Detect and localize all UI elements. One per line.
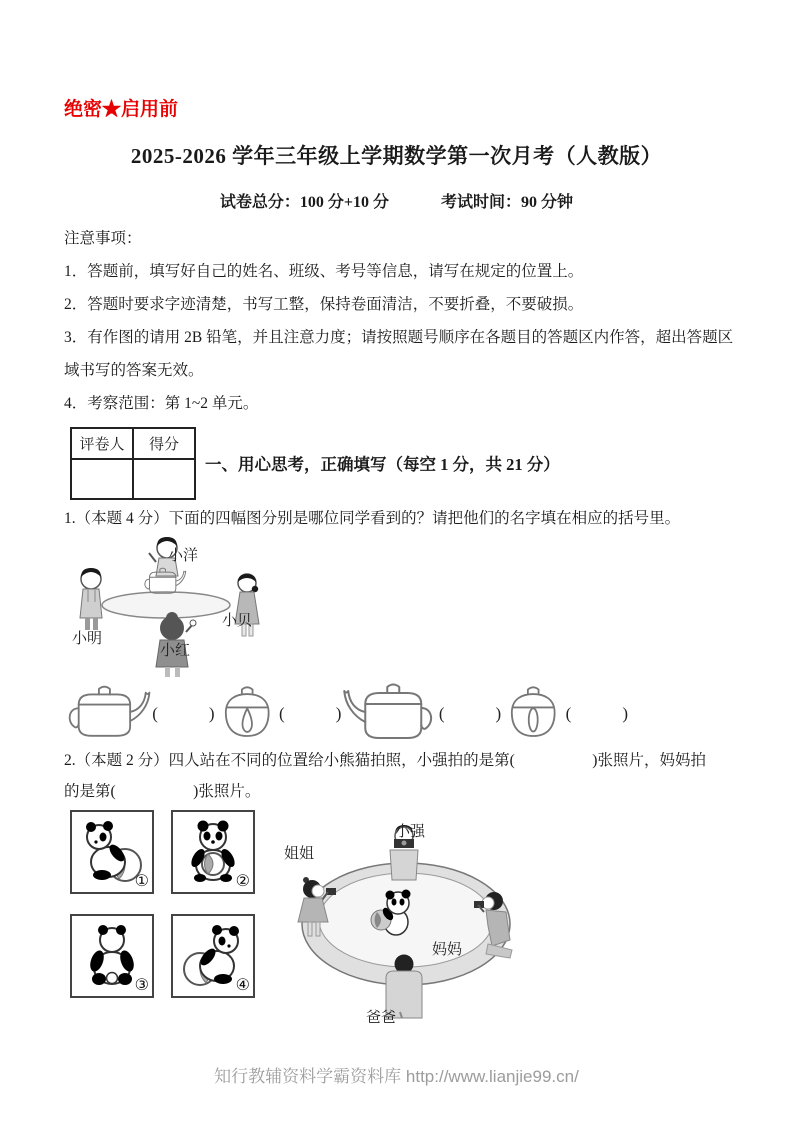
grading-table — [70, 427, 196, 500]
question-1-illustration — [64, 532, 279, 680]
answer-bracket-3: ( ) — [438, 703, 502, 723]
photo-number-3: ③ — [134, 977, 149, 994]
person-name-top: 小强 — [395, 824, 426, 840]
kid-name-right: 小贝 — [222, 613, 253, 629]
teapot-front-handle-icon — [502, 680, 564, 742]
teapot-side-right-icon — [64, 680, 151, 742]
score-blank-cell — [133, 459, 195, 499]
notice-item-3: 3．有作图的请用 2B 铅笔，并且注意力度；请按照题号顺序在各题目的答题区内作答，超出答题区域书写的答案无效。 — [64, 329, 734, 379]
panda-photo-grid — [70, 810, 256, 998]
exam-time-info: 考试时间：90 分钟 — [441, 194, 574, 211]
teapot-front-spout-icon — [216, 680, 278, 742]
score-label: 得分 — [133, 428, 195, 459]
photo-number-2: ② — [235, 873, 250, 890]
exam-info — [0, 189, 793, 212]
question-1-text: 1.（本题 4 分）下面的四幅图分别是哪位同学看到的？请把他们的名字填在相应的括号里。 — [64, 510, 681, 527]
person-name-right: 妈妈 — [432, 942, 463, 958]
notice-item-4: 4．考察范围：第 1~2 单元。 — [64, 395, 259, 412]
person-name-left: 姐姐 — [284, 846, 315, 862]
teapot-side-left-icon — [342, 680, 438, 742]
teapot-answer-row — [64, 680, 629, 742]
question-2-line-2: 的是第( )张照片。 — [64, 783, 261, 800]
notice-heading: 注意事项： — [64, 230, 142, 247]
photo-number-1: ① — [134, 873, 149, 890]
question-2-line-1: 2.（本题 2 分）四人站在不同的位置给小熊猫拍照，小强拍的是第( )张照片，妈妈拍 — [64, 752, 706, 769]
question-2-text — [64, 745, 754, 807]
kid-name-top: 小洋 — [168, 548, 199, 564]
answer-bracket-1: ( ) — [152, 703, 215, 723]
kid-name-bottom: 小红 — [160, 643, 191, 659]
answer-bracket-2: ( ) — [279, 703, 342, 723]
notice-item-2: 2．答题时要求字迹清楚，书写工整，保持卷面清洁，不要折叠，不要破损。 — [64, 296, 584, 313]
total-score-info: 试卷总分：100 分+10 分 — [219, 194, 390, 211]
grader-blank-cell — [71, 459, 133, 499]
photo-number-4: ④ — [235, 977, 250, 994]
kid-name-left: 小明 — [72, 631, 103, 647]
panda-photo-1 — [70, 810, 154, 894]
grader-label: 评卷人 — [71, 428, 133, 459]
section-1-title: 一、用心思考，正确填写（每空 1 分，共 21 分） — [205, 455, 560, 474]
panda-photographing-scene — [282, 806, 530, 1038]
person-name-bottom: 爸爸 — [366, 1010, 397, 1026]
secrecy-label: 绝密★启用前 — [64, 99, 179, 120]
page-title: 2025-2026 学年三年级上学期数学第一次月考（人教版） — [130, 144, 663, 168]
footer-watermark: 知行教辅资料学霸资料库 http://www.lianjie99.cn/ — [214, 1067, 579, 1086]
notice-section — [64, 222, 740, 420]
panda-photo-4 — [171, 914, 255, 998]
answer-bracket-4: ( ) — [565, 703, 628, 723]
panda-photo-2 — [171, 810, 255, 894]
panda-photo-3 — [70, 914, 154, 998]
notice-item-1: 1．答题前，填写好自己的姓名、班级、考号等信息，请写在规定的位置上。 — [64, 263, 584, 280]
